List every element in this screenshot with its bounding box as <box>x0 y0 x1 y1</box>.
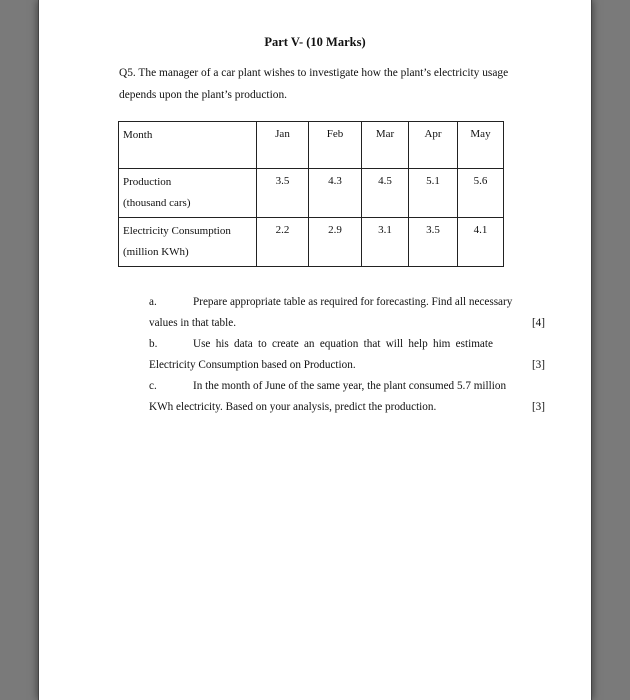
question-text-line-1: Prepare appropriate table as required for forecasting. Find all necessary <box>193 296 513 308</box>
question-intro <box>119 62 551 106</box>
table-cell: 3.5 <box>257 169 309 218</box>
header-month-label: Month <box>119 122 257 169</box>
document-page <box>38 0 592 700</box>
data-table <box>118 121 504 267</box>
row-label-line-1: Electricity Consumption <box>123 225 231 237</box>
question-text-line-2: Electricity Consumption based on Production. <box>149 359 356 371</box>
question-a <box>149 292 545 334</box>
intro-line-1: Q5. The manager of a car plant wishes to investigate how the plant’s electricity usage <box>119 67 509 79</box>
question-text-line-2: values in that table. <box>149 317 236 329</box>
table-cell: 3.5 <box>409 218 458 267</box>
table-cell: 2.2 <box>257 218 309 267</box>
table-header-row <box>119 122 504 169</box>
table-row <box>119 169 504 218</box>
table-cell: 5.6 <box>458 169 504 218</box>
marks-label: [3] <box>531 401 545 413</box>
table-row <box>119 218 504 267</box>
question-text-line-1: Use his data to create an equation that will help him estimate <box>193 338 493 350</box>
month-header: Feb <box>309 122 362 169</box>
table-cell: 2.9 <box>309 218 362 267</box>
month-header: Mar <box>362 122 409 169</box>
question-b <box>149 334 545 376</box>
question-c <box>149 376 545 418</box>
table-cell: 4.5 <box>362 169 409 218</box>
question-text-line-1: In the month of June of the same year, the plant consumed 5.7 million <box>193 380 507 392</box>
table-cell: 3.1 <box>362 218 409 267</box>
table-cell: 4.1 <box>458 218 504 267</box>
page-title: Part V- (10 Marks) <box>264 35 366 49</box>
row-label <box>119 218 257 267</box>
marks-label: [4] <box>531 317 545 329</box>
table-cell: 4.3 <box>309 169 362 218</box>
row-label <box>119 169 257 218</box>
question-letter: a. <box>149 296 157 308</box>
month-header: May <box>458 122 504 169</box>
intro-line-2: depends upon the plant’s production. <box>119 89 287 101</box>
row-label-line-2: (million KWh) <box>123 246 189 258</box>
marks-label: [3] <box>531 359 545 371</box>
table-cell: 5.1 <box>409 169 458 218</box>
month-header: Apr <box>409 122 458 169</box>
row-label-line-1: Production <box>123 176 172 188</box>
row-label-line-2: (thousand cars) <box>123 197 191 209</box>
month-header: Jan <box>257 122 309 169</box>
question-letter: c. <box>149 380 157 392</box>
question-text-line-2: KWh electricity. Based on your analysis, predict the production. <box>149 401 437 413</box>
question-letter: b. <box>149 338 158 350</box>
